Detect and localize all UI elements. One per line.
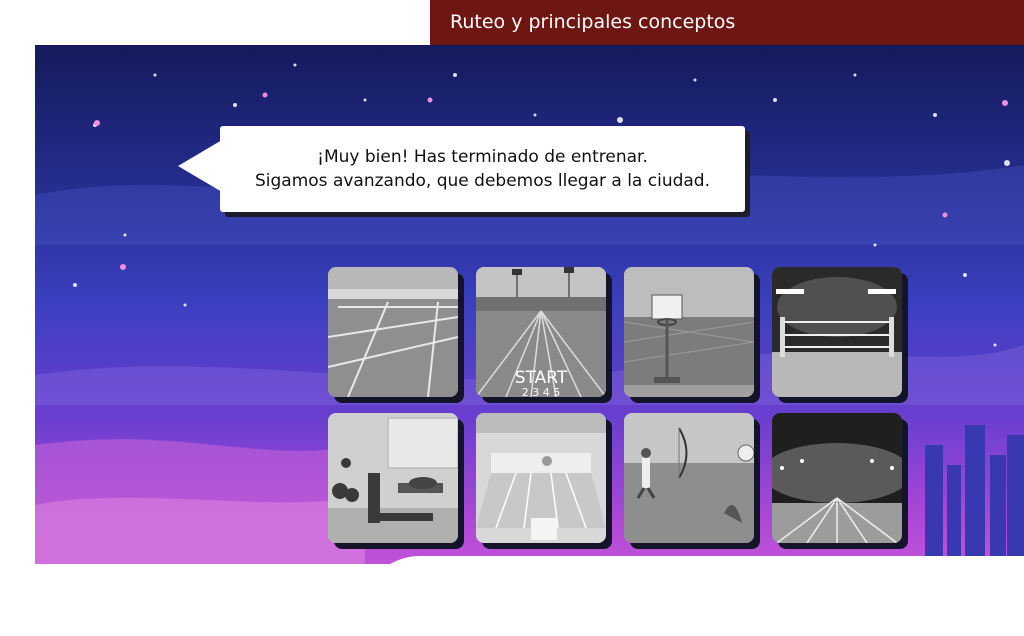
stadium-image <box>772 413 902 543</box>
basketball-court-image <box>624 267 754 397</box>
track-start-label: START <box>514 368 568 388</box>
dialog-line-2: Sigamos avanzando, que debemos llegar a la ciudad. <box>255 171 710 191</box>
dialog-line-1: ¡Muy bien! Has terminado de entrenar. <box>317 147 648 167</box>
archery-field-image <box>624 413 754 543</box>
speech-bubble <box>220 126 745 212</box>
tennis-court-image <box>328 267 458 397</box>
gym-image <box>328 413 458 543</box>
gym-card[interactable] <box>328 413 458 543</box>
bottom-white-curve <box>360 556 1024 636</box>
boxing-ring-card[interactable] <box>772 267 902 397</box>
running-track-card[interactable] <box>476 267 606 397</box>
stadium-card[interactable] <box>772 413 902 543</box>
running-track-image <box>476 267 606 397</box>
boxing-ring-image <box>772 267 902 397</box>
bowling-alley-card[interactable] <box>476 413 606 543</box>
tennis-court-card[interactable] <box>328 267 458 397</box>
archery-field-card[interactable] <box>624 413 754 543</box>
header-title: Ruteo y principales conceptos <box>430 0 1024 45</box>
track-lane-numbers: 2 3 4 5 <box>521 386 561 397</box>
speech-bubble-tail <box>178 140 222 192</box>
basketball-court-card[interactable] <box>624 267 754 397</box>
bowling-alley-image <box>476 413 606 543</box>
